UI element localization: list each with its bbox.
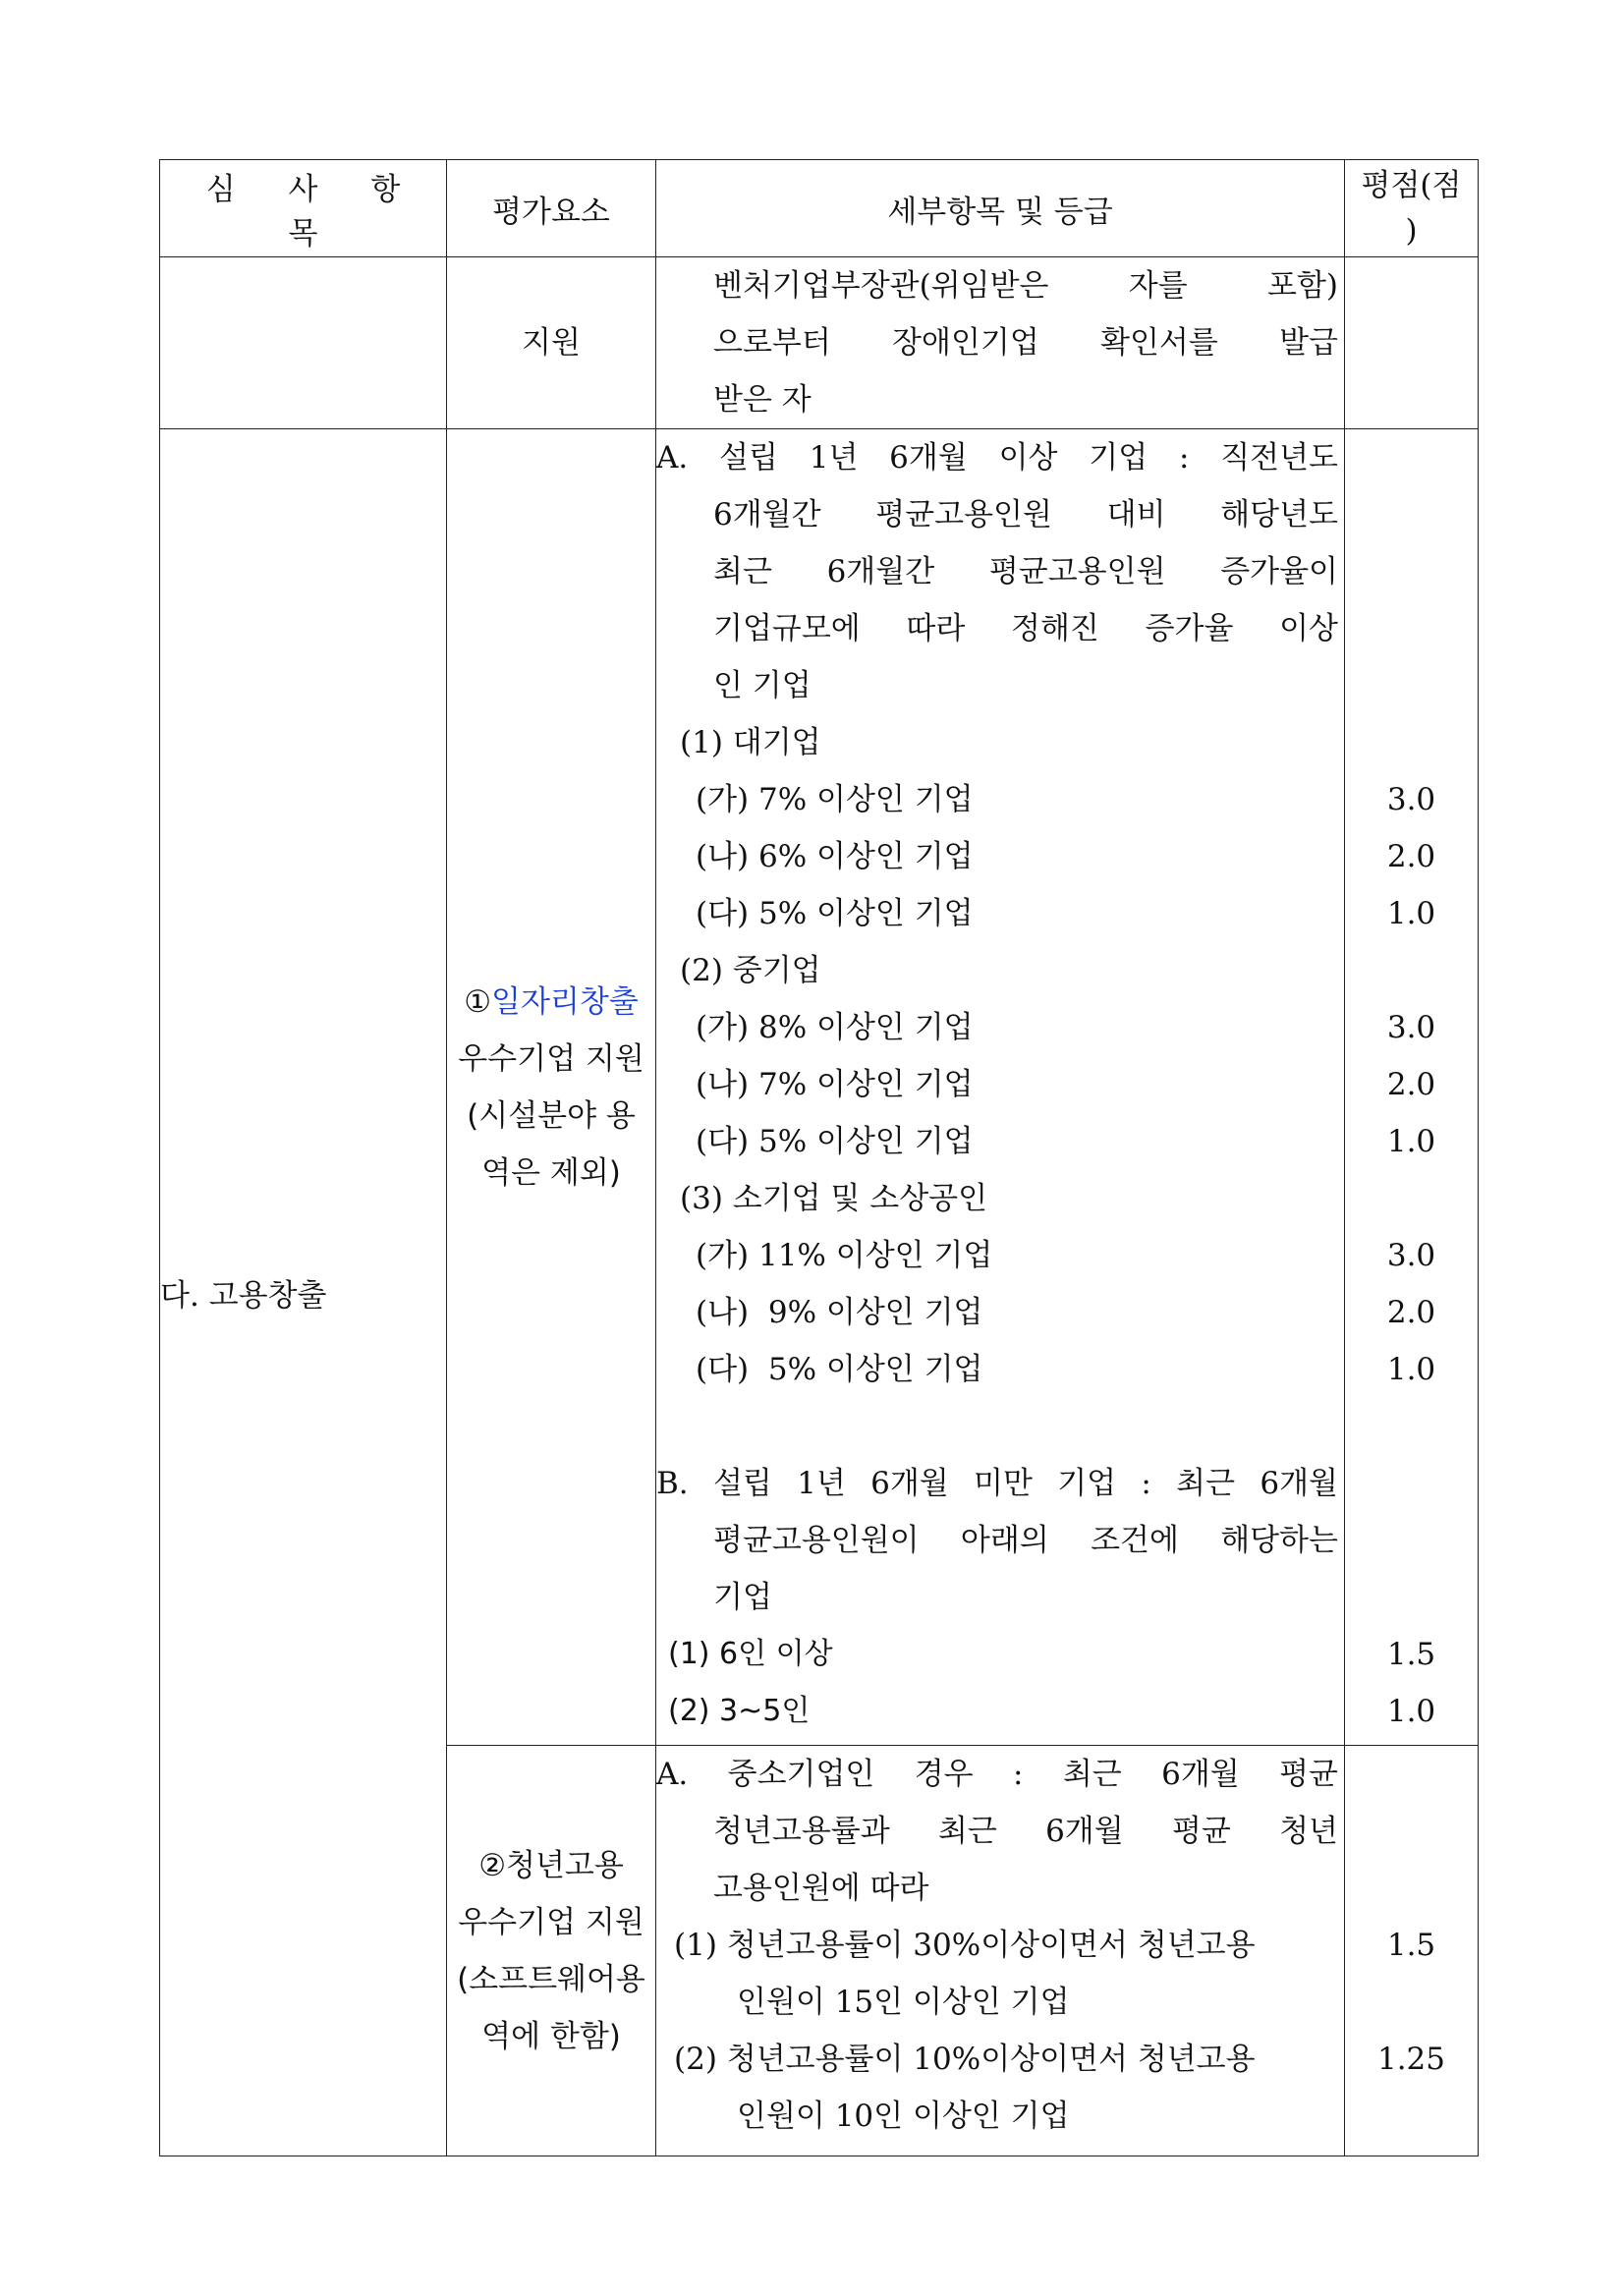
header-category: 심 사 항 목: [160, 160, 447, 257]
category-employment: 다. 고용창출: [160, 429, 447, 2156]
jc-b-line-3: 기업: [713, 1580, 772, 1615]
header-score-line2: ): [1405, 213, 1418, 249]
youth-a-line-1: A. 중소기업인 경우 : 최근 6개월 평균: [656, 1757, 1338, 1792]
jc-group-3-title: (3) 소기업 및 소상공인: [680, 1181, 988, 1216]
youth-element-line4: 역에 한함): [481, 2018, 621, 2054]
job-creation-element-line1: [447, 974, 655, 1031]
youth-a-line-3: 고용인원에 따라: [713, 1871, 929, 1906]
jc-b-item-1: (1) 6인 이상: [668, 1637, 833, 1671]
table-header-row: [160, 160, 1479, 257]
jc-spacer: [656, 1398, 1344, 1455]
youth-score-1: 1.5: [1386, 1928, 1436, 1963]
continued-line-3: 받은 자: [713, 382, 812, 418]
jc-group-2-item-2: (나) 7% 이상인 기업: [696, 1067, 974, 1102]
jc-group-2-item-3: (다) 5% 이상인 기업: [696, 1124, 974, 1159]
score-g2-3: 1.0: [1386, 1124, 1436, 1159]
jc-group-1-title: (1) 대기업: [680, 725, 821, 760]
score-g1-3: 1.0: [1386, 896, 1436, 931]
youth-element-line3: (소프트웨어용: [457, 1961, 645, 1997]
continued-score: [1345, 257, 1479, 429]
jc-b-line-2: 평균고용인원이 아래의 조건에 해당하는: [713, 1523, 1338, 1558]
youth-item-2-line2: 인원이 10인 이상인 기업: [737, 2099, 1070, 2134]
youth-detail: [656, 1746, 1345, 2156]
youth-element: [447, 1746, 656, 2156]
youth-a-line-2: 청년고용률과 최근 6개월 평균 청년: [713, 1814, 1338, 1849]
header-score: [1345, 160, 1479, 257]
youth-element-line2: 우수기업 지원: [458, 1904, 644, 1940]
jc-group-2-title: (2) 중기업: [680, 953, 821, 988]
score-g1-1: 3.0: [1386, 782, 1436, 817]
jc-group-2-item-1: (가) 8% 이상인 기업: [696, 1010, 974, 1045]
header-score-line1: 평점(점: [1361, 168, 1462, 203]
jc-group-1-item-1: (가) 7% 이상인 기업: [696, 782, 974, 817]
jc-group-3-item-1: (가) 11% 이상인 기업: [696, 1238, 993, 1273]
jc-b-item-2: (2) 3~5인: [668, 1694, 811, 1728]
job-creation-detail: [656, 429, 1345, 1746]
table-row-continued: [160, 257, 1479, 429]
jc-group-1-item-3: (다) 5% 이상인 기업: [696, 896, 974, 931]
jc-a-line-5: 인 기업: [713, 668, 812, 703]
jc-a-line-4: 기업규모에 따라 정해진 증가율 이상: [713, 611, 1338, 646]
job-creation-element: [447, 429, 656, 1746]
score-g1-2: 2.0: [1386, 839, 1436, 874]
score-b-2: 1.0: [1386, 1694, 1436, 1729]
job-creation-element-line4: 역은 제외): [481, 1154, 621, 1191]
score-g3-3: 1.0: [1386, 1352, 1436, 1387]
score-g2-1: 3.0: [1386, 1010, 1436, 1045]
score-g2-2: 2.0: [1386, 1067, 1436, 1102]
jc-group-3-item-2: (나) 9% 이상인 기업: [696, 1295, 983, 1330]
jc-a-line-1: A. 설립 1년 6개월 이상 기업 : 직전년도: [656, 440, 1338, 476]
jc-group-3-item-3: (다) 5% 이상인 기업: [696, 1352, 983, 1387]
table-row-job-creation: [160, 429, 1479, 1746]
score-g3-1: 3.0: [1386, 1238, 1436, 1273]
continued-line-2: 으로부터 장애인기업 확인서를 발급: [713, 325, 1338, 361]
youth-item-2-line1: (2) 청년고용률이 10%이상이면서 청년고용: [674, 2042, 1256, 2077]
jc-b-line-1: B. 설립 1년 6개월 미만 기업 : 최근 6개월: [656, 1466, 1338, 1501]
job-creation-element-line2: 우수기업 지원: [458, 1040, 644, 1077]
job-creation-num: ①: [464, 983, 492, 1020]
job-creation-scores: [1345, 429, 1479, 1746]
job-creation-element-line3: (시설분야 용: [467, 1097, 636, 1134]
header-detail: 세부항목 및 등급: [656, 160, 1345, 257]
youth-item-1-line1: (1) 청년고용률이 30%이상이면서 청년고용: [674, 1928, 1256, 1963]
youth-score-2: 1.25: [1376, 2042, 1446, 2077]
youth-item-1-line2: 인원이 15인 이상인 기업: [737, 1985, 1070, 2020]
empty-category-cell: [160, 257, 447, 429]
jc-a-line-2: 6개월간 평균고용인원 대비 해당년도: [713, 497, 1338, 532]
jc-a-line-3: 최근 6개월간 평균고용인원 증가율이: [713, 554, 1338, 589]
score-g3-2: 2.0: [1386, 1295, 1436, 1330]
youth-scores: [1345, 1746, 1479, 2156]
continued-line-1: 벤처기업부장관(위임받은 자를 포함): [713, 268, 1338, 304]
continued-element: 지원: [447, 257, 656, 429]
score-b-1: 1.5: [1386, 1637, 1436, 1672]
continued-detail: [656, 257, 1345, 429]
jc-group-1-item-2: (나) 6% 이상인 기업: [696, 839, 974, 874]
header-element: 평가요소: [447, 160, 656, 257]
job-creation-highlight: 일자리창출: [491, 983, 639, 1020]
evaluation-table: [159, 159, 1479, 2156]
youth-element-line1: ②청년고용: [478, 1847, 624, 1883]
